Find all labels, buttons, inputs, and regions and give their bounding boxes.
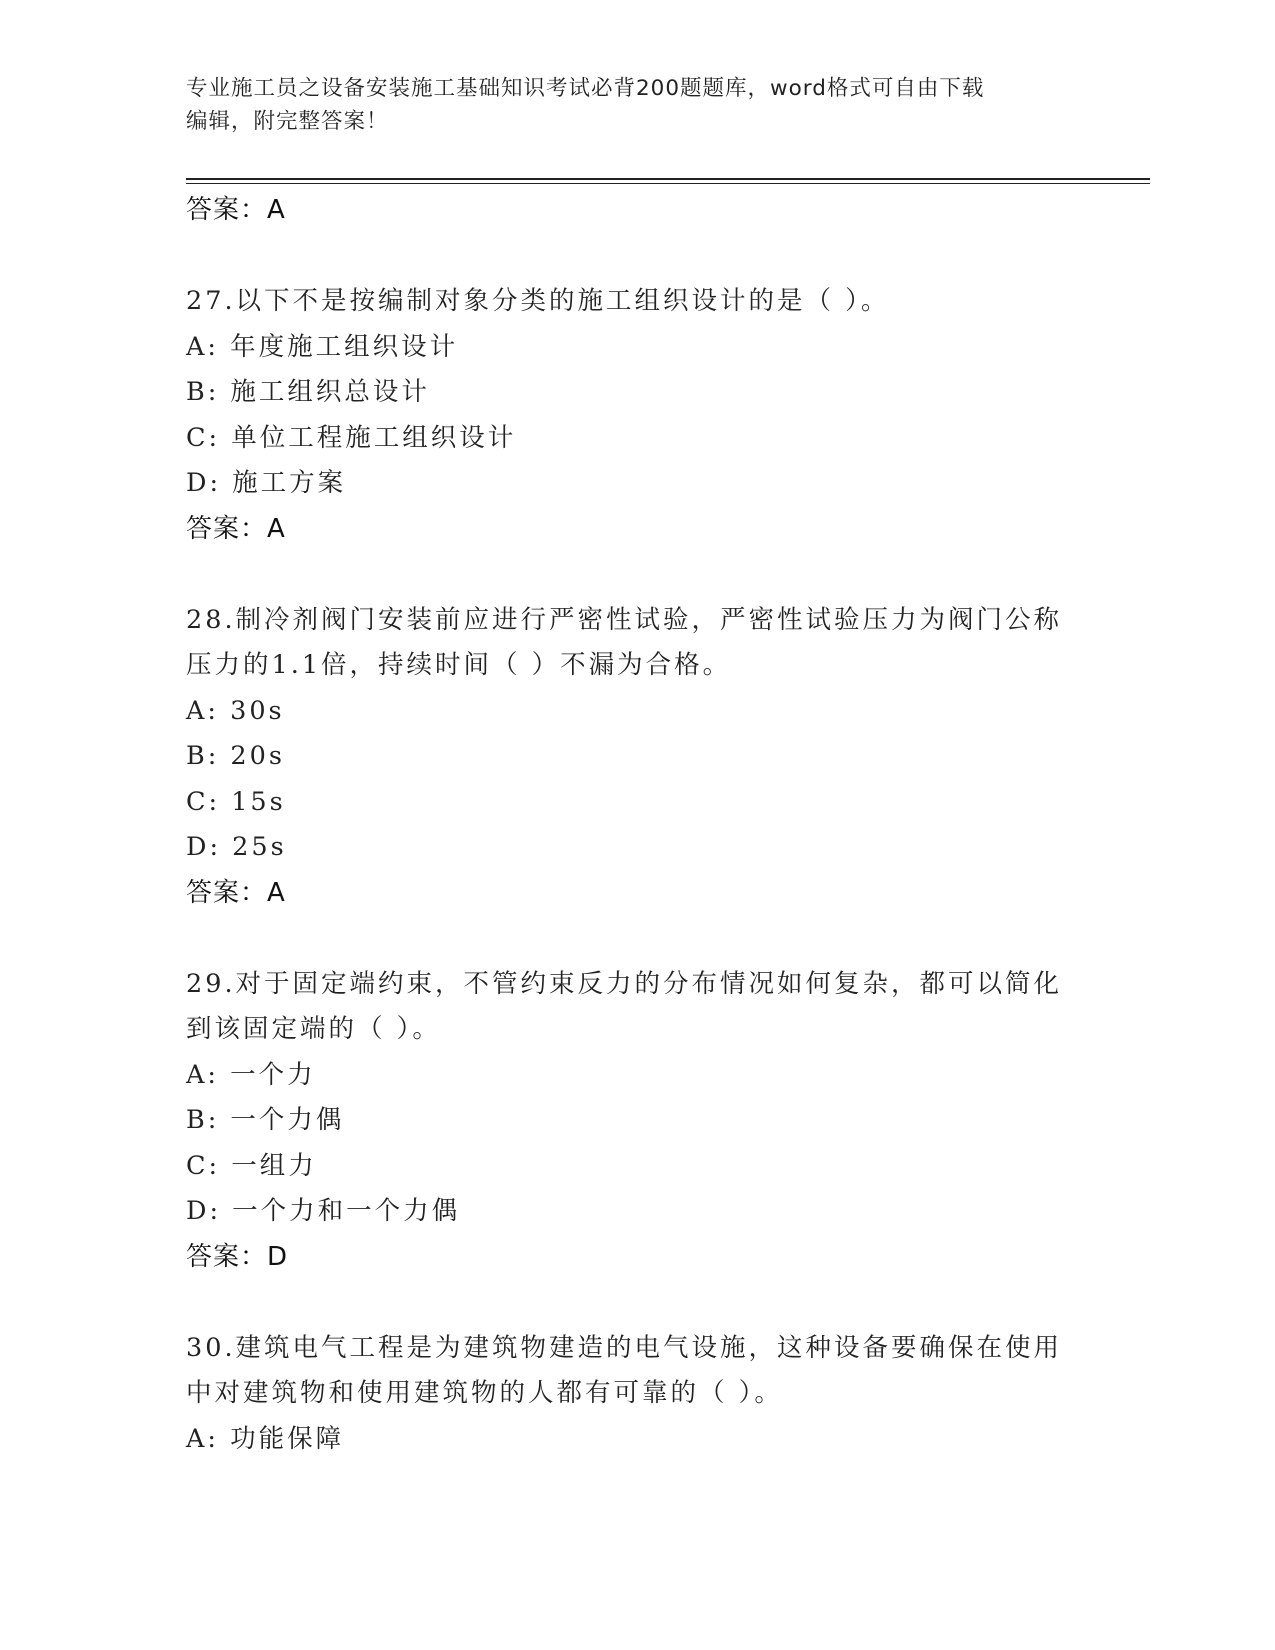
- option-b: B: 一个力偶: [186, 1105, 345, 1135]
- option-c: C: 一组力: [186, 1150, 317, 1181]
- header-line-2: 编辑，附完整答案！: [186, 109, 389, 134]
- option-d: D: 25s: [186, 832, 287, 862]
- previous-answer: 答案：A: [186, 195, 286, 225]
- option-c: C: 15s: [186, 786, 286, 817]
- option-b: B: 施工组织总设计: [186, 377, 430, 407]
- answer: 答案：A: [186, 513, 286, 544]
- option-a: A: 年度施工组织设计: [186, 331, 459, 362]
- question-29: [186, 962, 1086, 1281]
- question-text-continued: 中对建筑物和使用建筑物的人都有可靠的（ ）。: [186, 1378, 783, 1408]
- question-text-continued: 到该固定端的（ ）。: [186, 1014, 441, 1044]
- option-b: B: 20s: [186, 741, 285, 771]
- option-a: A: 30s: [186, 695, 285, 726]
- spacer: [186, 1280, 1086, 1326]
- option-a: A: 一个力: [186, 1059, 316, 1090]
- question-text: 29.对于固定端约束，不管约束反力的分布情况如何复杂，都可以简化: [186, 968, 1063, 999]
- document-body: [186, 188, 1086, 1462]
- option-c: C: 单位工程施工组织设计: [186, 422, 517, 453]
- question-text: 28.制冷剂阀门安装前应进行严密性试验，严密性试验压力为阀门公称: [186, 604, 1063, 635]
- question-28: [186, 598, 1086, 917]
- question-text-continued: 压力的1.1倍，持续时间（ ）不漏为合格。: [186, 650, 732, 680]
- page-header: [186, 72, 1086, 138]
- question-30: [186, 1326, 1086, 1463]
- spacer: [186, 916, 1086, 962]
- question-27: [186, 279, 1086, 552]
- answer: 答案：A: [186, 877, 286, 908]
- question-text: 30.建筑电气工程是为建筑物建造的电气设施，这种设备要确保在使用: [186, 1332, 1063, 1363]
- question-text: 27.以下不是按编制对象分类的施工组织设计的是（ ）。: [186, 286, 890, 316]
- header-divider-thick: [186, 178, 1150, 180]
- option-d: D: 一个力和一个力偶: [186, 1196, 461, 1226]
- header-divider-thin: [186, 183, 1150, 184]
- spacer: [186, 552, 1086, 598]
- option-d: D: 施工方案: [186, 468, 347, 498]
- option-a: A: 功能保障: [186, 1423, 345, 1454]
- header-line-1: 专业施工员之设备安装施工基础知识考试必背200题题库，word格式可自由下载: [186, 76, 985, 101]
- answer: 答案：D: [186, 1241, 289, 1272]
- spacer: [186, 234, 1086, 280]
